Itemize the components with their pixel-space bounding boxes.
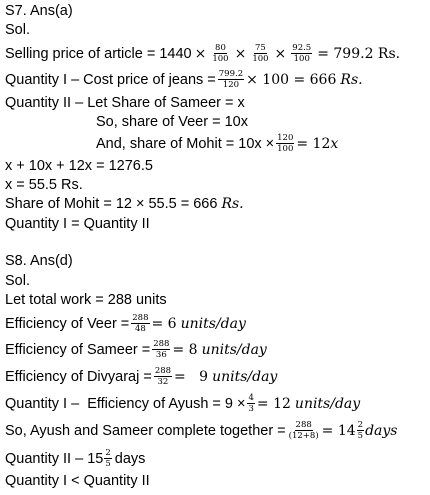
s7-sp-fraction-2	[251, 43, 269, 64]
s8-ayush-result: = 12	[256, 395, 291, 412]
frac-num: 75	[255, 43, 266, 53]
s7-heading	[5, 2, 73, 20]
s8-veer-result: = 6	[151, 315, 177, 332]
s8-veer-fraction	[131, 313, 149, 334]
s7-mohit-var: x	[330, 135, 339, 152]
s8-sameer-line	[5, 339, 267, 360]
s7-conclusion	[5, 215, 150, 233]
frac-den: 32	[157, 377, 169, 387]
frac-den: 100	[212, 54, 229, 64]
frac-num: 2	[105, 448, 111, 458]
s8-divyaraj-line	[5, 366, 277, 387]
s8-together-label: So, Ayush and Sameer complete together =	[5, 422, 286, 439]
s7-q1-fraction	[218, 69, 244, 90]
s8-quantity-2-line	[5, 448, 145, 469]
s7-equation-1	[5, 157, 153, 175]
s7-selling-price-line	[5, 43, 403, 64]
frac-num: 2	[357, 420, 364, 430]
s8-together-line	[5, 420, 397, 441]
s8-sol-text: Sol.	[5, 273, 30, 289]
s7-eq1-text: x + 10x + 12x = 1276.5	[5, 158, 153, 174]
s8-total-line	[5, 291, 167, 309]
frac-num: 120	[277, 133, 294, 143]
s7-sp-fraction-1	[211, 43, 229, 64]
frac-den: 100	[252, 54, 269, 64]
s8-q2-label: Quantity II – 15	[5, 450, 104, 467]
frac-den: 5	[105, 459, 111, 469]
s7-heading-text: S7. Ans(a)	[5, 3, 73, 19]
s8-veer-line	[5, 313, 246, 334]
s8-div-unit: units/day	[212, 368, 278, 385]
s7-sol	[5, 21, 30, 39]
s7-share-line	[5, 195, 244, 213]
s8-sameer-unit: units/day	[201, 341, 267, 358]
frac-num: 288	[154, 366, 172, 376]
frac-num: 4	[248, 393, 254, 403]
s7-sol-text: Sol.	[5, 22, 30, 38]
frac-den: 100	[277, 144, 294, 154]
s8-together-unit: days	[365, 422, 398, 439]
s8-veer-label: Efficiency of Veer =	[5, 315, 130, 332]
frac-num: 799.2	[218, 69, 244, 79]
frac-den: 120	[222, 80, 240, 90]
s7-sp-fraction-3	[291, 43, 312, 64]
frac-num: 288	[132, 313, 149, 323]
s8-div-result: = 9	[174, 368, 209, 385]
frac-den: 48	[134, 324, 146, 334]
times-symbol: ×	[274, 45, 287, 62]
s8-sameer-label: Efficiency of Sameer =	[5, 341, 151, 358]
s7-mohit-result: = 12	[296, 135, 331, 152]
s7-q2-label: Quantity II – Let Share of Sameer = x	[5, 95, 245, 111]
s8-veer-unit: units/day	[180, 315, 246, 332]
times-symbol: ×	[194, 45, 207, 62]
frac-den: 5	[357, 431, 364, 441]
s7-sp-result: = 799.2 Rs.	[317, 45, 401, 62]
s8-ayush-unit: units/day	[294, 395, 361, 412]
frac-den: (12+8)	[288, 431, 319, 441]
s7-sp-label: Selling price of article = 1440	[5, 45, 192, 62]
frac-den: 3	[248, 404, 254, 414]
s7-equation-2	[5, 176, 83, 194]
times-symbol: ×	[234, 45, 247, 62]
s8-q2-mixed-fraction	[104, 448, 111, 469]
s7-quantity-1-line	[5, 69, 363, 90]
s8-conclusion-text: Quantity I < Quantity II	[5, 473, 150, 489]
s8-ayush-fraction	[247, 393, 254, 414]
s8-sameer-fraction	[152, 339, 170, 360]
s8-heading-text: S8. Ans(d)	[5, 253, 73, 269]
s7-mohit-fraction	[276, 133, 294, 154]
s7-share-unit: Rs.	[221, 196, 244, 212]
s7-veer-line	[96, 113, 248, 131]
s8-heading	[5, 252, 73, 270]
s7-mohit-line	[96, 133, 338, 154]
s8-together-fraction	[288, 420, 320, 441]
s7-q1-label: Quantity I – Cost price of jeans =	[5, 71, 216, 88]
s8-div-fraction	[154, 366, 172, 387]
frac-num: 288	[153, 339, 170, 349]
s7-mohit-label: And, share of Mohit = 10x ×	[96, 135, 275, 152]
s7-share-label: Share of Mohit = 12 × 55.5 = 666	[5, 196, 218, 212]
frac-den: 100	[293, 54, 310, 64]
frac-num: 92.5	[292, 43, 312, 53]
s8-together-mixed-fraction	[357, 420, 364, 441]
frac-den: 36	[155, 350, 167, 360]
s8-ayush-label: Quantity I – Efficiency of Ayush = 9 ×	[5, 395, 246, 412]
s7-q1-unit: Rs.	[340, 71, 363, 88]
frac-num: 288	[295, 420, 312, 430]
frac-num: 80	[215, 43, 226, 53]
s8-together-result: = 14	[321, 422, 356, 439]
s8-sol	[5, 272, 30, 290]
s8-ayush-line	[5, 393, 360, 414]
s7-veer-text: So, share of Veer = 10x	[96, 114, 248, 130]
s8-total-text: Let total work = 288 units	[5, 292, 167, 308]
s7-q1-result: × 100 = 666	[246, 71, 337, 88]
s8-conclusion	[5, 472, 150, 490]
s7-conclusion-text: Quantity I = Quantity II	[5, 216, 150, 232]
s7-eq2-text: x = 55.5 Rs.	[5, 177, 83, 193]
s8-q2-unit: days	[114, 450, 146, 467]
s7-quantity-2-line	[5, 94, 245, 112]
s8-div-label: Efficiency of Divyaraj =	[5, 368, 152, 385]
s8-sameer-result: = 8	[172, 341, 198, 358]
